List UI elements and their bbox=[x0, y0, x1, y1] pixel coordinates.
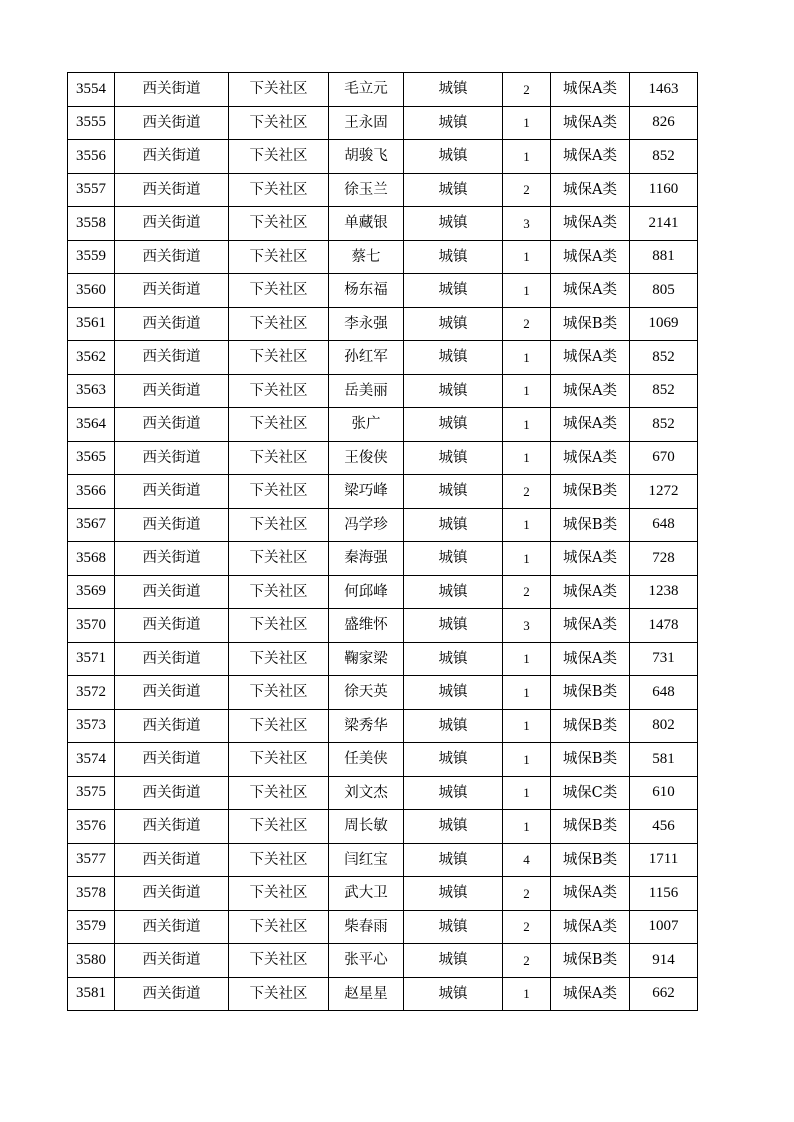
cell-street: 西关街道 bbox=[115, 240, 229, 274]
cell-amount: 610 bbox=[630, 776, 698, 810]
cell-street: 西关街道 bbox=[115, 173, 229, 207]
table-row bbox=[68, 307, 698, 341]
cell-amount: 648 bbox=[630, 508, 698, 542]
table-row bbox=[68, 173, 698, 207]
cell-id: 3565 bbox=[68, 441, 115, 475]
cell-category: 城保B类 bbox=[551, 676, 630, 710]
cell-type: 城镇 bbox=[404, 609, 503, 643]
cell-name: 武大卫 bbox=[329, 877, 404, 911]
cell-name: 梁秀华 bbox=[329, 709, 404, 743]
cell-id: 3576 bbox=[68, 810, 115, 844]
cell-name: 周长敏 bbox=[329, 810, 404, 844]
cell-type: 城镇 bbox=[404, 173, 503, 207]
cell-id: 3566 bbox=[68, 475, 115, 509]
cell-count: 2 bbox=[503, 575, 551, 609]
cell-street: 西关街道 bbox=[115, 374, 229, 408]
cell-id: 3556 bbox=[68, 140, 115, 174]
cell-community: 下关社区 bbox=[229, 307, 329, 341]
cell-count: 2 bbox=[503, 910, 551, 944]
cell-count: 2 bbox=[503, 475, 551, 509]
table-row bbox=[68, 374, 698, 408]
cell-amount: 914 bbox=[630, 944, 698, 978]
cell-type: 城镇 bbox=[404, 944, 503, 978]
cell-amount: 2141 bbox=[630, 207, 698, 241]
table-row bbox=[68, 609, 698, 643]
cell-amount: 1711 bbox=[630, 843, 698, 877]
cell-id: 3559 bbox=[68, 240, 115, 274]
table-row bbox=[68, 274, 698, 308]
cell-count: 1 bbox=[503, 374, 551, 408]
cell-amount: 731 bbox=[630, 642, 698, 676]
cell-type: 城镇 bbox=[404, 374, 503, 408]
cell-count: 3 bbox=[503, 609, 551, 643]
table-row bbox=[68, 140, 698, 174]
cell-amount: 1478 bbox=[630, 609, 698, 643]
cell-count: 1 bbox=[503, 274, 551, 308]
cell-count: 1 bbox=[503, 977, 551, 1011]
table-row bbox=[68, 575, 698, 609]
cell-type: 城镇 bbox=[404, 274, 503, 308]
cell-category: 城保A类 bbox=[551, 877, 630, 911]
cell-count: 2 bbox=[503, 307, 551, 341]
cell-community: 下关社区 bbox=[229, 709, 329, 743]
cell-name: 鞠家梁 bbox=[329, 642, 404, 676]
cell-name: 何邱峰 bbox=[329, 575, 404, 609]
table-row bbox=[68, 843, 698, 877]
cell-street: 西关街道 bbox=[115, 609, 229, 643]
cell-count: 1 bbox=[503, 810, 551, 844]
cell-name: 徐天英 bbox=[329, 676, 404, 710]
cell-amount: 581 bbox=[630, 743, 698, 777]
cell-id: 3567 bbox=[68, 508, 115, 542]
cell-type: 城镇 bbox=[404, 843, 503, 877]
cell-amount: 728 bbox=[630, 542, 698, 576]
cell-type: 城镇 bbox=[404, 642, 503, 676]
cell-street: 西关街道 bbox=[115, 843, 229, 877]
cell-type: 城镇 bbox=[404, 575, 503, 609]
cell-type: 城镇 bbox=[404, 408, 503, 442]
cell-id: 3577 bbox=[68, 843, 115, 877]
cell-amount: 1272 bbox=[630, 475, 698, 509]
cell-name: 闫红宝 bbox=[329, 843, 404, 877]
cell-amount: 648 bbox=[630, 676, 698, 710]
cell-name: 王俊侠 bbox=[329, 441, 404, 475]
cell-community: 下关社区 bbox=[229, 676, 329, 710]
cell-category: 城保B类 bbox=[551, 475, 630, 509]
cell-id: 3558 bbox=[68, 207, 115, 241]
table-row bbox=[68, 207, 698, 241]
table-row bbox=[68, 73, 698, 107]
cell-name: 李永强 bbox=[329, 307, 404, 341]
cell-amount: 1156 bbox=[630, 877, 698, 911]
cell-count: 1 bbox=[503, 240, 551, 274]
cell-name: 王永固 bbox=[329, 106, 404, 140]
cell-community: 下关社区 bbox=[229, 475, 329, 509]
cell-community: 下关社区 bbox=[229, 877, 329, 911]
cell-community: 下关社区 bbox=[229, 944, 329, 978]
cell-category: 城保A类 bbox=[551, 341, 630, 375]
cell-street: 西关街道 bbox=[115, 776, 229, 810]
cell-name: 冯学珍 bbox=[329, 508, 404, 542]
cell-street: 西关街道 bbox=[115, 709, 229, 743]
cell-category: 城保A类 bbox=[551, 240, 630, 274]
cell-type: 城镇 bbox=[404, 475, 503, 509]
cell-id: 3560 bbox=[68, 274, 115, 308]
cell-community: 下关社区 bbox=[229, 776, 329, 810]
cell-id: 3561 bbox=[68, 307, 115, 341]
cell-street: 西关街道 bbox=[115, 307, 229, 341]
cell-amount: 852 bbox=[630, 341, 698, 375]
cell-community: 下关社区 bbox=[229, 743, 329, 777]
cell-amount: 670 bbox=[630, 441, 698, 475]
cell-type: 城镇 bbox=[404, 776, 503, 810]
cell-count: 1 bbox=[503, 642, 551, 676]
cell-id: 3572 bbox=[68, 676, 115, 710]
cell-street: 西关街道 bbox=[115, 441, 229, 475]
cell-count: 1 bbox=[503, 441, 551, 475]
cell-street: 西关街道 bbox=[115, 508, 229, 542]
cell-type: 城镇 bbox=[404, 207, 503, 241]
cell-street: 西关街道 bbox=[115, 676, 229, 710]
cell-count: 1 bbox=[503, 106, 551, 140]
cell-id: 3563 bbox=[68, 374, 115, 408]
cell-community: 下关社区 bbox=[229, 106, 329, 140]
cell-category: 城保A类 bbox=[551, 642, 630, 676]
cell-type: 城镇 bbox=[404, 542, 503, 576]
cell-type: 城镇 bbox=[404, 508, 503, 542]
cell-count: 1 bbox=[503, 508, 551, 542]
cell-community: 下关社区 bbox=[229, 575, 329, 609]
cell-community: 下关社区 bbox=[229, 374, 329, 408]
cell-category: 城保B类 bbox=[551, 709, 630, 743]
table-row bbox=[68, 475, 698, 509]
cell-community: 下关社区 bbox=[229, 910, 329, 944]
cell-type: 城镇 bbox=[404, 977, 503, 1011]
cell-category: 城保C类 bbox=[551, 776, 630, 810]
table-row bbox=[68, 810, 698, 844]
table-row bbox=[68, 642, 698, 676]
table-row bbox=[68, 676, 698, 710]
cell-name: 张平心 bbox=[329, 944, 404, 978]
cell-name: 单藏银 bbox=[329, 207, 404, 241]
cell-category: 城保A类 bbox=[551, 140, 630, 174]
cell-category: 城保B类 bbox=[551, 508, 630, 542]
cell-street: 西关街道 bbox=[115, 910, 229, 944]
cell-type: 城镇 bbox=[404, 341, 503, 375]
cell-category: 城保A类 bbox=[551, 441, 630, 475]
cell-category: 城保A类 bbox=[551, 173, 630, 207]
cell-street: 西关街道 bbox=[115, 642, 229, 676]
cell-count: 2 bbox=[503, 173, 551, 207]
cell-street: 西关街道 bbox=[115, 743, 229, 777]
cell-category: 城保B类 bbox=[551, 810, 630, 844]
cell-category: 城保A类 bbox=[551, 73, 630, 107]
cell-id: 3554 bbox=[68, 73, 115, 107]
cell-amount: 881 bbox=[630, 240, 698, 274]
cell-count: 1 bbox=[503, 140, 551, 174]
cell-type: 城镇 bbox=[404, 441, 503, 475]
cell-community: 下关社区 bbox=[229, 240, 329, 274]
table-row bbox=[68, 106, 698, 140]
cell-community: 下关社区 bbox=[229, 341, 329, 375]
cell-category: 城保A类 bbox=[551, 207, 630, 241]
cell-amount: 456 bbox=[630, 810, 698, 844]
cell-amount: 852 bbox=[630, 374, 698, 408]
table-row bbox=[68, 408, 698, 442]
cell-street: 西关街道 bbox=[115, 106, 229, 140]
cell-id: 3579 bbox=[68, 910, 115, 944]
cell-id: 3569 bbox=[68, 575, 115, 609]
cell-street: 西关街道 bbox=[115, 977, 229, 1011]
cell-id: 3562 bbox=[68, 341, 115, 375]
cell-category: 城保A类 bbox=[551, 542, 630, 576]
cell-street: 西关街道 bbox=[115, 73, 229, 107]
cell-name: 秦海强 bbox=[329, 542, 404, 576]
cell-id: 3580 bbox=[68, 944, 115, 978]
cell-name: 毛立元 bbox=[329, 73, 404, 107]
cell-type: 城镇 bbox=[404, 810, 503, 844]
cell-type: 城镇 bbox=[404, 743, 503, 777]
table-row bbox=[68, 977, 698, 1011]
table-row bbox=[68, 709, 698, 743]
cell-name: 赵星星 bbox=[329, 977, 404, 1011]
cell-community: 下关社区 bbox=[229, 843, 329, 877]
table-row bbox=[68, 508, 698, 542]
cell-category: 城保A类 bbox=[551, 575, 630, 609]
cell-type: 城镇 bbox=[404, 240, 503, 274]
cell-type: 城镇 bbox=[404, 877, 503, 911]
cell-type: 城镇 bbox=[404, 307, 503, 341]
cell-street: 西关街道 bbox=[115, 408, 229, 442]
cell-amount: 1463 bbox=[630, 73, 698, 107]
cell-community: 下关社区 bbox=[229, 274, 329, 308]
cell-id: 3571 bbox=[68, 642, 115, 676]
cell-street: 西关街道 bbox=[115, 341, 229, 375]
cell-community: 下关社区 bbox=[229, 508, 329, 542]
table-row bbox=[68, 743, 698, 777]
cell-community: 下关社区 bbox=[229, 642, 329, 676]
cell-type: 城镇 bbox=[404, 676, 503, 710]
cell-name: 胡骏飞 bbox=[329, 140, 404, 174]
cell-type: 城镇 bbox=[404, 73, 503, 107]
cell-street: 西关街道 bbox=[115, 575, 229, 609]
table-row bbox=[68, 542, 698, 576]
cell-id: 3578 bbox=[68, 877, 115, 911]
table-row bbox=[68, 441, 698, 475]
table-row bbox=[68, 341, 698, 375]
table-row bbox=[68, 240, 698, 274]
cell-amount: 1238 bbox=[630, 575, 698, 609]
cell-community: 下关社区 bbox=[229, 977, 329, 1011]
cell-name: 杨东福 bbox=[329, 274, 404, 308]
cell-community: 下关社区 bbox=[229, 609, 329, 643]
cell-community: 下关社区 bbox=[229, 140, 329, 174]
cell-id: 3581 bbox=[68, 977, 115, 1011]
cell-count: 1 bbox=[503, 743, 551, 777]
cell-count: 2 bbox=[503, 944, 551, 978]
cell-id: 3564 bbox=[68, 408, 115, 442]
table-row bbox=[68, 944, 698, 978]
cell-category: 城保A类 bbox=[551, 374, 630, 408]
cell-type: 城镇 bbox=[404, 910, 503, 944]
cell-name: 徐玉兰 bbox=[329, 173, 404, 207]
cell-community: 下关社区 bbox=[229, 542, 329, 576]
cell-category: 城保A类 bbox=[551, 977, 630, 1011]
cell-amount: 852 bbox=[630, 408, 698, 442]
cell-name: 张广 bbox=[329, 408, 404, 442]
cell-street: 西关街道 bbox=[115, 877, 229, 911]
cell-community: 下关社区 bbox=[229, 173, 329, 207]
cell-community: 下关社区 bbox=[229, 408, 329, 442]
cell-id: 3574 bbox=[68, 743, 115, 777]
cell-id: 3568 bbox=[68, 542, 115, 576]
cell-category: 城保B类 bbox=[551, 843, 630, 877]
cell-category: 城保B类 bbox=[551, 944, 630, 978]
table-row bbox=[68, 910, 698, 944]
cell-category: 城保A类 bbox=[551, 106, 630, 140]
cell-name: 刘文杰 bbox=[329, 776, 404, 810]
cell-street: 西关街道 bbox=[115, 542, 229, 576]
cell-street: 西关街道 bbox=[115, 944, 229, 978]
cell-name: 任美侠 bbox=[329, 743, 404, 777]
cell-id: 3570 bbox=[68, 609, 115, 643]
cell-type: 城镇 bbox=[404, 106, 503, 140]
cell-name: 梁巧峰 bbox=[329, 475, 404, 509]
cell-id: 3573 bbox=[68, 709, 115, 743]
cell-amount: 1069 bbox=[630, 307, 698, 341]
cell-community: 下关社区 bbox=[229, 207, 329, 241]
cell-street: 西关街道 bbox=[115, 207, 229, 241]
cell-id: 3557 bbox=[68, 173, 115, 207]
cell-name: 盛维怀 bbox=[329, 609, 404, 643]
cell-street: 西关街道 bbox=[115, 274, 229, 308]
cell-count: 2 bbox=[503, 877, 551, 911]
cell-count: 1 bbox=[503, 542, 551, 576]
cell-category: 城保A类 bbox=[551, 274, 630, 308]
cell-amount: 852 bbox=[630, 140, 698, 174]
cell-count: 2 bbox=[503, 73, 551, 107]
table-body bbox=[68, 73, 698, 1011]
cell-amount: 802 bbox=[630, 709, 698, 743]
cell-name: 孙红军 bbox=[329, 341, 404, 375]
cell-name: 岳美丽 bbox=[329, 374, 404, 408]
cell-street: 西关街道 bbox=[115, 475, 229, 509]
cell-category: 城保A类 bbox=[551, 408, 630, 442]
cell-amount: 805 bbox=[630, 274, 698, 308]
cell-name: 柴春雨 bbox=[329, 910, 404, 944]
cell-amount: 826 bbox=[630, 106, 698, 140]
cell-category: 城保A类 bbox=[551, 910, 630, 944]
cell-amount: 662 bbox=[630, 977, 698, 1011]
cell-amount: 1007 bbox=[630, 910, 698, 944]
cell-street: 西关街道 bbox=[115, 810, 229, 844]
cell-type: 城镇 bbox=[404, 709, 503, 743]
data-table bbox=[67, 72, 698, 1011]
cell-count: 1 bbox=[503, 408, 551, 442]
cell-community: 下关社区 bbox=[229, 441, 329, 475]
cell-name: 蔡七 bbox=[329, 240, 404, 274]
cell-count: 4 bbox=[503, 843, 551, 877]
table-row bbox=[68, 877, 698, 911]
cell-amount: 1160 bbox=[630, 173, 698, 207]
cell-count: 3 bbox=[503, 207, 551, 241]
cell-count: 1 bbox=[503, 709, 551, 743]
cell-category: 城保A类 bbox=[551, 609, 630, 643]
cell-id: 3555 bbox=[68, 106, 115, 140]
cell-street: 西关街道 bbox=[115, 140, 229, 174]
cell-count: 1 bbox=[503, 676, 551, 710]
cell-count: 1 bbox=[503, 776, 551, 810]
cell-type: 城镇 bbox=[404, 140, 503, 174]
cell-community: 下关社区 bbox=[229, 73, 329, 107]
table-row bbox=[68, 776, 698, 810]
cell-category: 城保B类 bbox=[551, 743, 630, 777]
cell-community: 下关社区 bbox=[229, 810, 329, 844]
cell-count: 1 bbox=[503, 341, 551, 375]
cell-id: 3575 bbox=[68, 776, 115, 810]
cell-category: 城保B类 bbox=[551, 307, 630, 341]
